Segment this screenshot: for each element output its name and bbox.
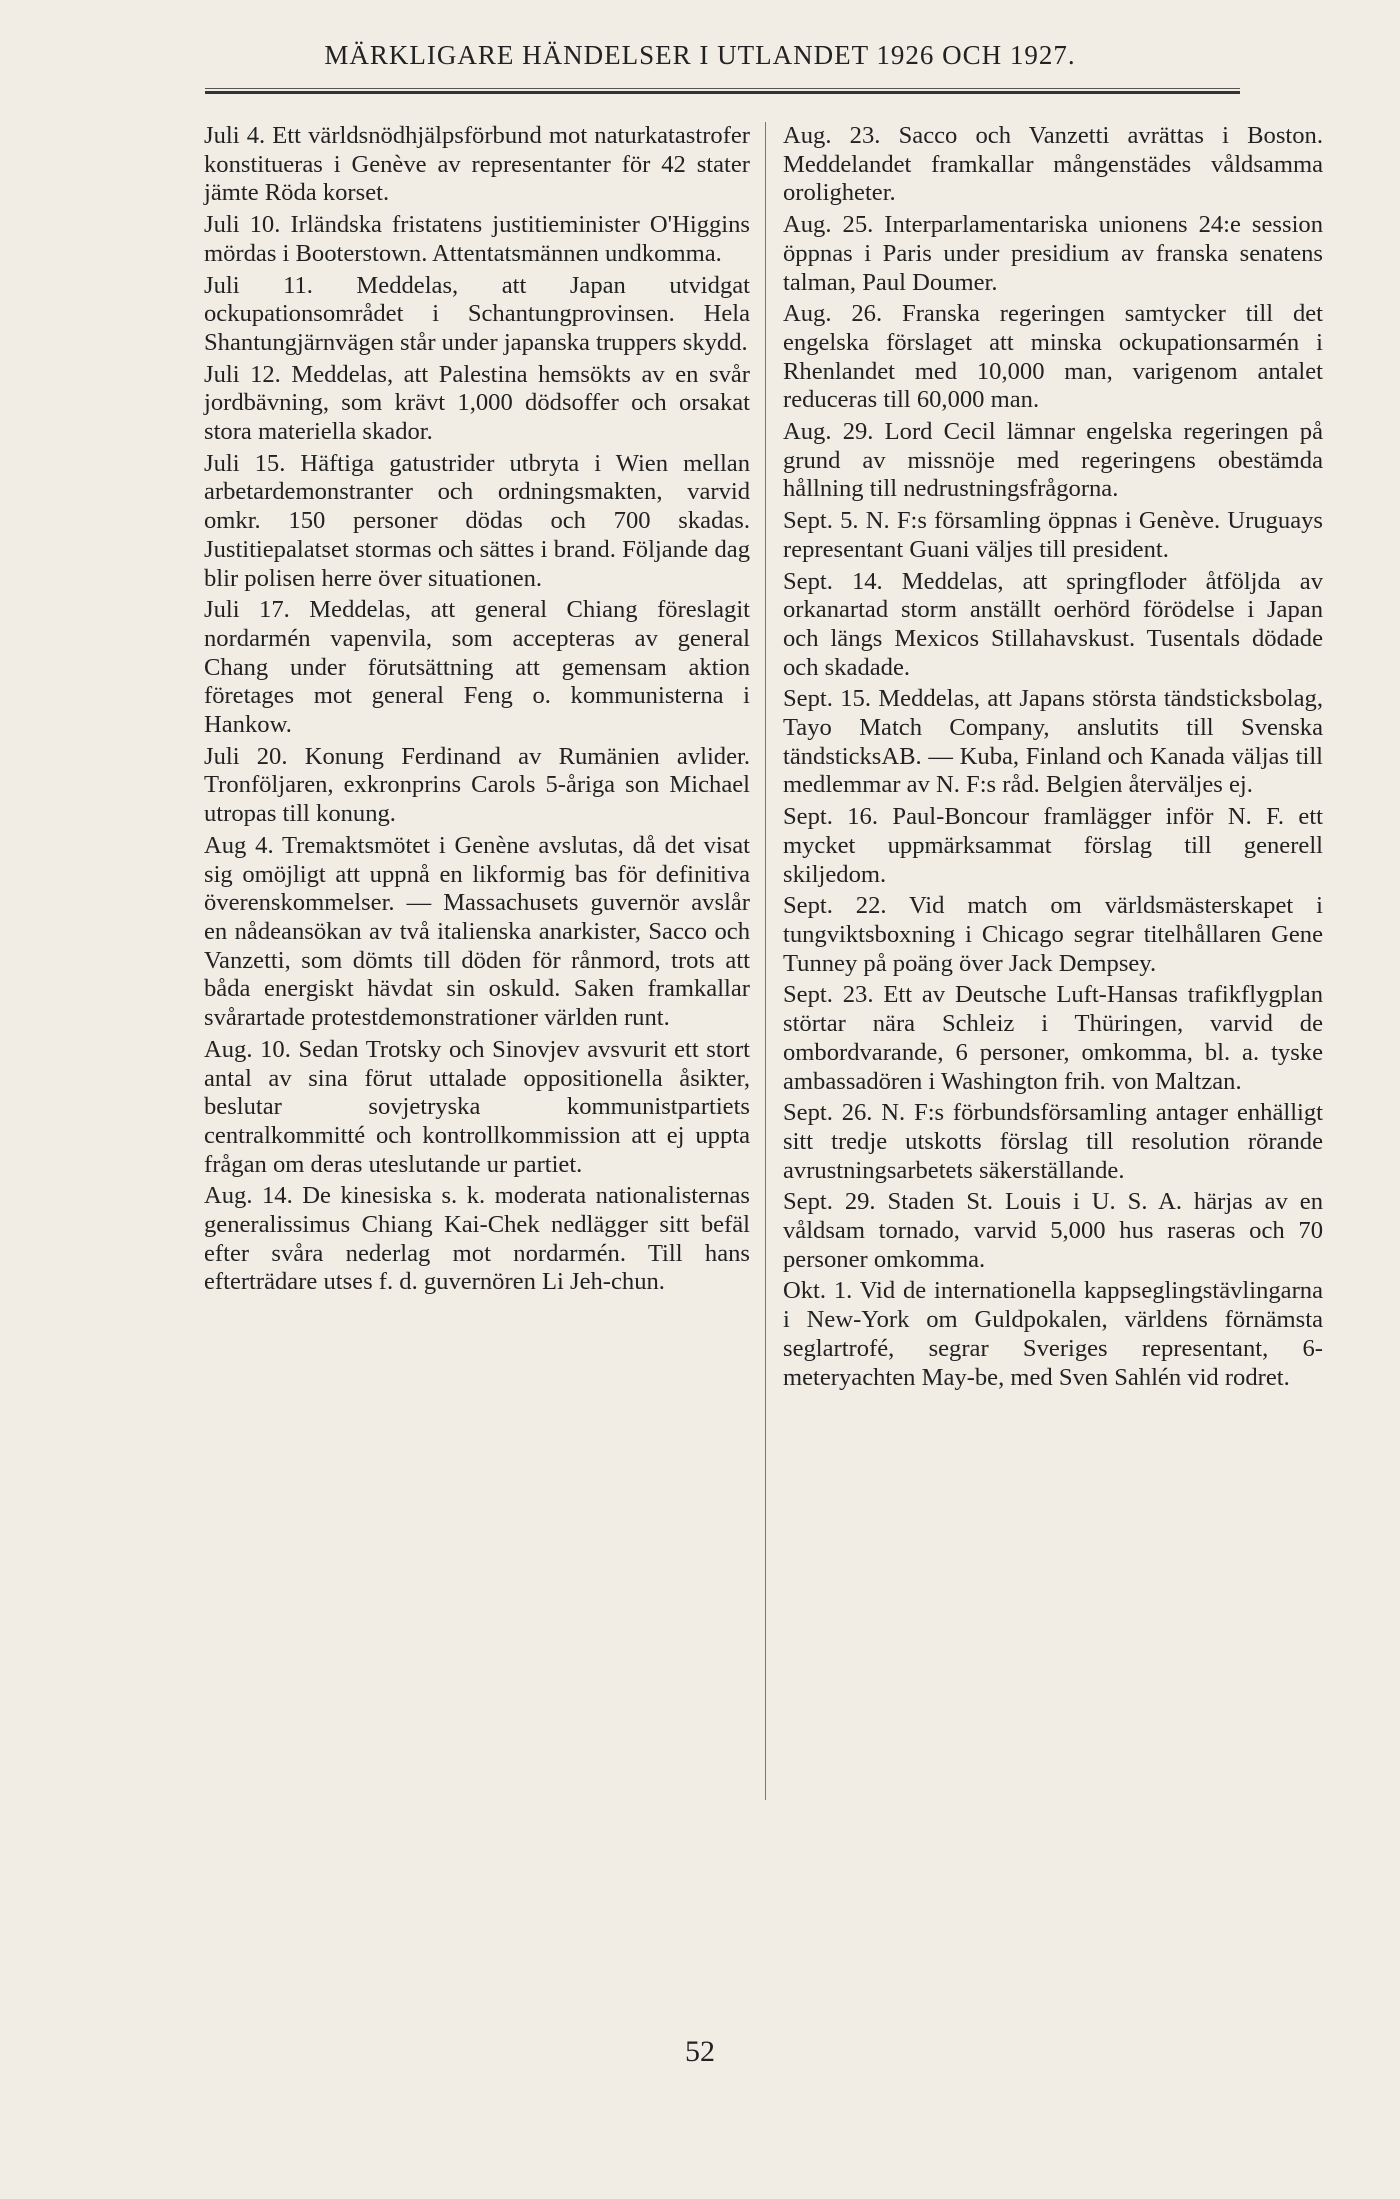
entry-right-6: Sept. 14. Meddelas, att springfloder åtföljda av orkanartad storm anställt oerhörd förödelse i Japan och längs Mexicos Stillahavskust. Tusentals dödade och skadade. <box>783 567 1323 681</box>
page-header: MÄRKLIGARE HÄNDELSER I UTLANDET 1926 OCH 1927. <box>324 40 1076 70</box>
entry-left-6: Juli 17. Meddelas, att general Chiang föreslagit nordarmén vapenvila, som accepteras av general Chang under förutsättning att gemensam aktion företages mot general Feng o. kommunisterna i Hankow. <box>204 596 750 739</box>
entry-left-3: Juli 11. Meddelas, att Japan utvidgat ockupationsområdet i Schantungprovinsen. Hela Shantungjärnvägen står under japanska truppers skydd. <box>204 271 750 356</box>
column-divider <box>765 122 766 1800</box>
entry-left-7: Juli 20. Konung Ferdinand av Rumänien avlider. Tronföljaren, exkronprins Carols 5-åriga son Michael utropas till konung. <box>204 742 750 828</box>
entry-right-11: Sept. 26. N. F:s förbundsförsamling antager enhälligt sitt tredje utskotts förslag till resolution rörande avrustningsarbetets säkerställande. <box>783 1099 1323 1184</box>
entry-left-5: Juli 15. Häftiga gatustrider utbryta i Wien mellan arbetardemonstranter och ordningsmakten, varvid omkr. 150 personer dödas och 700 skadas. Justitiepalatset stormas och sättes i brand. Följande dag blir polisen herre över situationen. <box>204 449 750 592</box>
entry-right-5: Sept. 5. N. F:s församling öppnas i Genève. Uruguays representant Guani väljes till president. <box>783 507 1323 563</box>
entry-right-2: Aug. 25. Interparlamentariska unionens 24:e session öppnas i Paris under presidium av franska senatens talman, Paul Doumer. <box>783 211 1323 296</box>
entry-right-12: Sept. 29. Staden St. Louis i U. S. A. härjas av en våldsam tornado, varvid 5,000 hus raseras och 70 personer omkomma. <box>783 1188 1323 1273</box>
entry-right-1: Aug. 23. Sacco och Vanzetti avrättas i Boston. Meddelandet framkallar mångenstädes våldsamma oroligheter. <box>783 122 1323 207</box>
entry-right-8: Sept. 16. Paul-Boncour framlägger inför N. F. ett mycket uppmärksammat förslag till generell skiljedom. <box>783 803 1323 888</box>
entry-left-10: Aug. 14. De kinesiska s. k. moderata nationalisternas generalissimus Chiang Kai-Chek nedlägger sitt befäl efter svåra nederlag mot nordarmén. Till hans efterträdare utses f. d. guvernören Li Jeh-chun. <box>204 1182 750 1296</box>
header-rule-thick <box>205 91 1240 94</box>
entry-right-13: Okt. 1. Vid de internationella kappseglingstävlingarna i New-York om Guldpokalen, världens förnämsta seglartrofé, segrar Sveriges representant, 6-meteryachten May-be, med Sven Sahlén vid rodret. <box>783 1277 1323 1391</box>
entry-right-4: Aug. 29. Lord Cecil lämnar engelska regeringen på grund av missnöje med regeringens obestämda hållning till nedrustningsfrågorna. <box>783 418 1323 503</box>
entry-left-2: Juli 10. Irländska fristatens justitieminister O'Higgins mördas i Booterstown. Attentatsmännen undkomma. <box>204 211 750 267</box>
entry-left-8: Aug 4. Tremaktsmötet i Genène avslutas, då det visat sig omöjligt att uppnå en likformig bas för definitiva överenskommelser. — Massachusets guvernör avslår en nådeansökan av två italienska anarkister, Sacco och Vanzetti, som dömts till döden för rånmord, trots att båda energiskt hävdat sin oskuld. Saken framkallar svårartade protestdemonstrationer världen runt. <box>204 831 750 1032</box>
header-rule-thin <box>205 88 1240 89</box>
entry-right-3: Aug. 26. Franska regeringen samtycker till det engelska förslaget att minska ockupationsarmén i Rhenlandet med 10,000 man, varigenom antalet reduceras till 60,000 man. <box>783 300 1323 414</box>
entry-left-1: Juli 4. Ett världsnödhjälpsförbund mot naturkatastrofer konstitueras i Genève av representanter för 42 stater jämte Röda korset. <box>204 122 750 207</box>
left-column <box>204 122 750 1300</box>
page-number: 52 <box>685 2035 715 2068</box>
entry-left-9: Aug. 10. Sedan Trotsky och Sinovjev avsvurit ett stort antal av sina förut uttalade oppositionella åsikter, beslutar sovjetryska kommunistpartiets centralkommitté och kontrollkommission att ej uppta frågan om deras uteslutande ur partiet. <box>204 1035 750 1178</box>
entry-right-9: Sept. 22. Vid match om världsmästerskapet i tungviktsboxning i Chicago segrar titelhållaren Gene Tunney på poäng över Jack Dempsey. <box>783 892 1323 977</box>
entry-left-4: Juli 12. Meddelas, att Palestina hemsökts av en svår jordbävning, som krävt 1,000 dödsoffer och orsakat stora materiella skador. <box>204 360 750 446</box>
entry-right-7: Sept. 15. Meddelas, att Japans största tändsticksbolag, Tayo Match Company, anslutits till Svenska tändsticksAB. — Kuba, Finland och Kanada väljas till medlemmar av N. F:s råd. Belgien återväljes ej. <box>783 685 1323 799</box>
right-column <box>783 122 1323 1395</box>
entry-right-10: Sept. 23. Ett av Deutsche Luft-Hansas trafikflygplan störtar nära Schleiz i Thüringen, varvid de ombordvarande, 6 personer, omkomma, bl. a. tyske ambassadören i Washington frih. von Maltzan. <box>783 981 1323 1095</box>
